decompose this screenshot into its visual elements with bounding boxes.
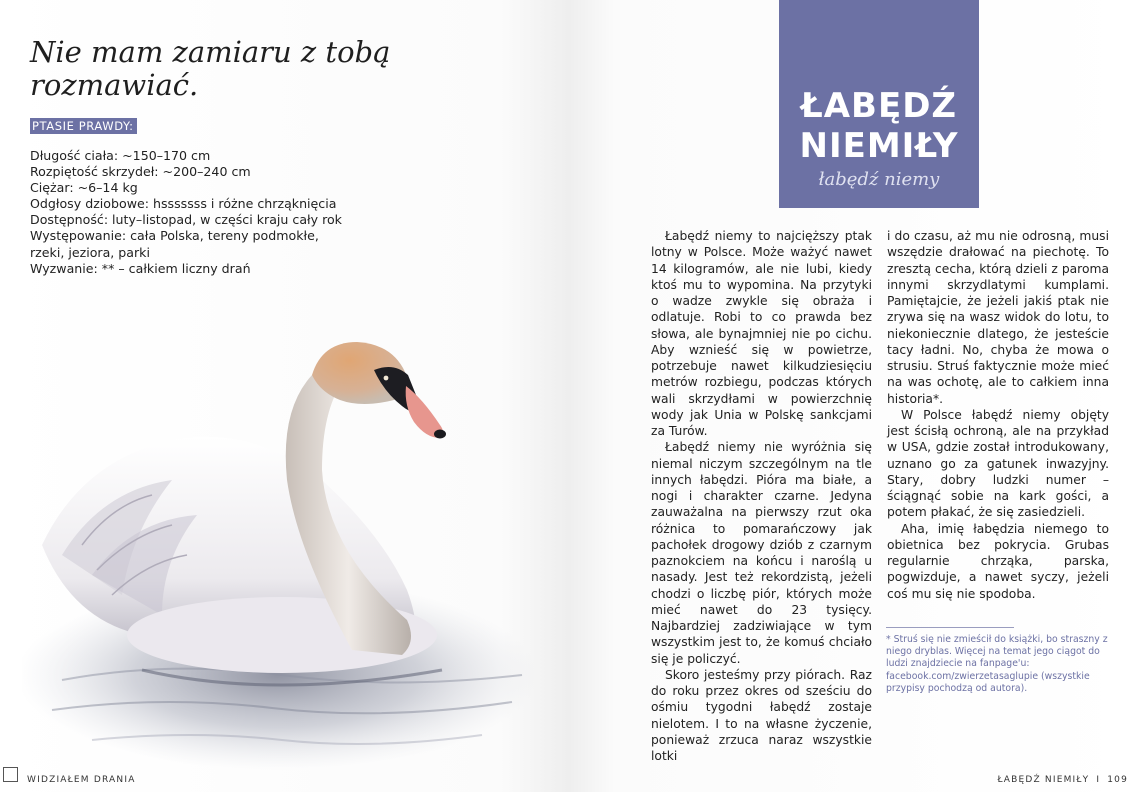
fact-occurrence: Występowanie: cała Polska, tereny podmokłe, — [30, 228, 319, 244]
paragraph-appearance: Łabędź niemy nie wyróżnia się niemal niczym szczególnym na tle innych łabędzi. Pióra ma białe, a nogi i charakter czarne. Jedyna zauważalna na pierwszy rzut oka różnica to pomarańczowy jak pachołek drogowy dziób z czarnym paznokciem na końcu i naroślą u nasady. Jest też rekordzistą, jeżeli chodzi o liczbę piór, których może mieć nawet do 23 tysięcy. Najbardziej zadziwiające w tym wszystkim jest to, że komuś chciało się je policzyć. — [651, 440, 872, 666]
species-name — [779, 0, 979, 166]
fact-challenge: Wyzwanie: ** – całkiem liczny drań — [30, 260, 251, 276]
fact-availability: Dostępność: luty–listopad, w części kraju cały rok — [30, 212, 342, 228]
fact-weight: Ciężar: ~6–14 kg — [30, 180, 138, 196]
species-common-name: łabędź niemy — [818, 169, 940, 190]
text-column-1 — [651, 228, 872, 764]
species-title-box — [779, 0, 979, 208]
text-column-2 — [887, 228, 1109, 602]
footnote: * Struś się nie zmieścił do książki, bo straszny z niego dryblas. Więcej na temat jego ciągot do ludzi znajdziecie na fanpage'u: facebook.com/zwierzetasaglupie (wszystkie przypisy pochodzą od autora). — [886, 634, 1108, 694]
fact-sounds: Odgłosy dziobowe: hsssssss i różne chrząknięcia — [30, 196, 337, 212]
species-name-line1: ŁABĘDŹ — [800, 86, 958, 126]
left-page-heading: Nie mam zamiaru z tobą rozmawiać. — [30, 35, 391, 102]
paragraph-name: Aha, imię łabędzia niemego to obietnica bez pokrycia. Grubas regularnie chrząka, parska, pogwizduje, a nawet syczy, jeżeli coś mu się nie spodoba. — [887, 521, 1109, 601]
page-number: 109 — [1107, 775, 1128, 785]
paragraph-moult: Skoro jesteśmy przy piórach. Raz do roku przez okres od sześciu do ośmiu tygodni łabędź zostaje nielotem. I to na własne życzenie, ponieważ zrzuca naraz wszystkie lotki — [651, 667, 872, 763]
footer-right — [997, 775, 1128, 785]
footer-square-icon — [3, 767, 18, 782]
paragraph-moult-cont: i do czasu, aż mu nie odrosną, musi wszędzie drałować na piechotę. To zresztą cecha, którą dzieli z paroma innymi skrzydlatymi kumplami. Pamiętajcie, że jeżeli jakiś ptak nie zrywa się na wasz widok do lotu, to niekoniecznie dlatego, że jesteście tacy ładni. No, chyba że mowa o strusiu. Struś faktycznie może mieć na was ochotę, ale to całkiem inna historia*. — [887, 229, 1109, 406]
fact-body-length: Długość ciała: ~150–170 cm — [30, 148, 211, 163]
fact-occurrence-cont: rzeki, jeziora, parki — [30, 244, 150, 260]
paragraph-intro: Łabędź niemy to najcięższy ptak lotny w Polsce. Może ważyć nawet 14 kilogramów, ale nie lubi, kiedy ktoś mu to wypomina. Na przytyki o wadze zwykle się obraża i odlatuje. Robi to co prawda bez słowa, ale bynajmniej nie po cichu. Aby wznieść się w powietrze, potrzebuje nawet kilkudziesięciu metrów rozbiegu, podczas których wali skrzydłami w powierzchnię wody jak Unia w Polskę sankcjami za Turów. — [651, 229, 872, 438]
bird-facts-list — [30, 148, 360, 277]
fact-wingspan: Rozpiętość skrzydeł: ~200–240 cm — [30, 164, 251, 180]
footer-chapter-title: ŁABĘDŹ NIEMIŁY — [997, 775, 1090, 785]
swan-illustration — [22, 330, 542, 785]
paragraph-protection: W Polsce łabędź niemy objęty jest ścisłą ochroną, ale na przykład w USA, gdzie został introdukowany, uznano go za gatunek inwazyjny. Stary, dobry ludzki numer – ściągnąć sobie na kark gości, a potem płakać, że się zasiedzieli. — [887, 407, 1109, 520]
species-name-line2: NIEMIŁY — [799, 126, 959, 166]
facts-label: PTASIE PRAWDY: — [30, 118, 137, 134]
footer-separator: I — [1096, 775, 1101, 785]
footer-book-title: WIDZIAŁEM DRANIA — [27, 775, 136, 785]
footnote-divider — [886, 627, 1014, 628]
